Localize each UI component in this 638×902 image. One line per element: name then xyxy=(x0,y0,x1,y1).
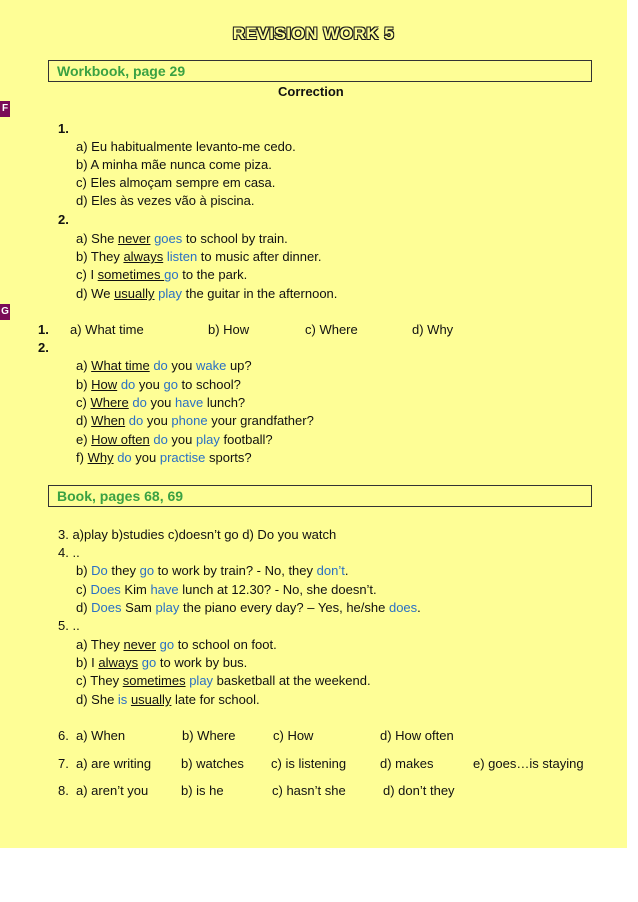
answer: d) Why xyxy=(412,322,454,337)
exercise-number: 8. xyxy=(58,783,69,798)
answer: a) are writing xyxy=(76,756,152,771)
section-header-workbook xyxy=(48,60,592,82)
answer: d) makes xyxy=(380,756,434,771)
answer: b) is he xyxy=(181,783,224,798)
list-item: c) Where do you have lunch? xyxy=(76,395,246,410)
list-item: c) I sometimes go to the park. xyxy=(76,267,248,282)
exercise-line: 3. a)play b)studies c)doesn’t go d) Do you watch xyxy=(58,527,337,542)
page-title: REVISION WORK 5 xyxy=(232,24,395,43)
list-item: a) Eu habitualmente levanto-me cedo. xyxy=(76,139,296,154)
list-item: b) I always go to work by bus. xyxy=(76,655,248,670)
exercise-number: 1. xyxy=(58,121,69,136)
answer: e) goes…is staying xyxy=(473,756,584,771)
list-item: c) Does Kim have lunch at 12.30? - No, she doesn’t. xyxy=(76,582,377,597)
answer: a) aren’t you xyxy=(76,783,149,798)
list-item: b) A minha mãe nunca come piza. xyxy=(76,157,272,172)
exercise-number: 1. xyxy=(38,322,49,337)
answer: b) Where xyxy=(182,728,236,743)
exercise-number: 7. xyxy=(58,756,69,771)
list-item: d) When do you phone your grandfather? xyxy=(76,413,314,428)
list-item: d) Does Sam play the piano every day? – Yes, he/she does. xyxy=(76,600,421,615)
section-header-book xyxy=(48,485,592,507)
answer: b) watches xyxy=(181,756,244,771)
answer: c) hasn’t she xyxy=(272,783,346,798)
exercise-number: 2. xyxy=(58,212,69,227)
answer: c) Where xyxy=(305,322,358,337)
list-item: a) They never go to school on foot. xyxy=(76,637,277,652)
answer: c) How xyxy=(273,728,314,743)
list-item: d) We usually play the guitar in the afternoon. xyxy=(76,286,338,301)
list-item: d) Eles às vezes vão à piscina. xyxy=(76,193,255,208)
answer: d) How often xyxy=(380,728,454,743)
answer: d) don’t they xyxy=(383,783,455,798)
list-item: b) Do they go to work by train? - No, they don’t. xyxy=(76,563,349,578)
answer: a) What time xyxy=(70,322,144,337)
exercise-number: 4. .. xyxy=(58,545,80,560)
section-label: Workbook, page 29 xyxy=(57,63,186,79)
list-item: b) How do you go to school? xyxy=(76,377,241,392)
answer: b) How xyxy=(208,322,250,337)
tag-f: F xyxy=(0,101,10,117)
list-item: c) Eles almoçam sempre em casa. xyxy=(76,175,276,190)
answer: a) When xyxy=(76,728,126,743)
answer: c) is listening xyxy=(271,756,347,771)
list-item: f) Why do you practise sports? xyxy=(76,450,252,465)
exercise-number: 2. xyxy=(38,340,49,355)
tag-g: G xyxy=(0,304,10,320)
list-item: a) What time do you wake up? xyxy=(76,358,252,373)
exercise-number: 5. .. xyxy=(58,618,80,633)
exercise-number: 6. xyxy=(58,728,69,743)
correction-subtitle: Correction xyxy=(278,84,344,99)
list-item: e) How often do you play football? xyxy=(76,432,273,447)
section-label: Book, pages 68, 69 xyxy=(57,488,184,504)
list-item: a) She never goes to school by train. xyxy=(76,231,288,246)
list-item: c) They sometimes play basketball at the weekend. xyxy=(76,673,371,688)
list-item: b) They always listen to music after dinner. xyxy=(76,249,322,264)
list-item: d) She is usually late for school. xyxy=(76,692,260,707)
